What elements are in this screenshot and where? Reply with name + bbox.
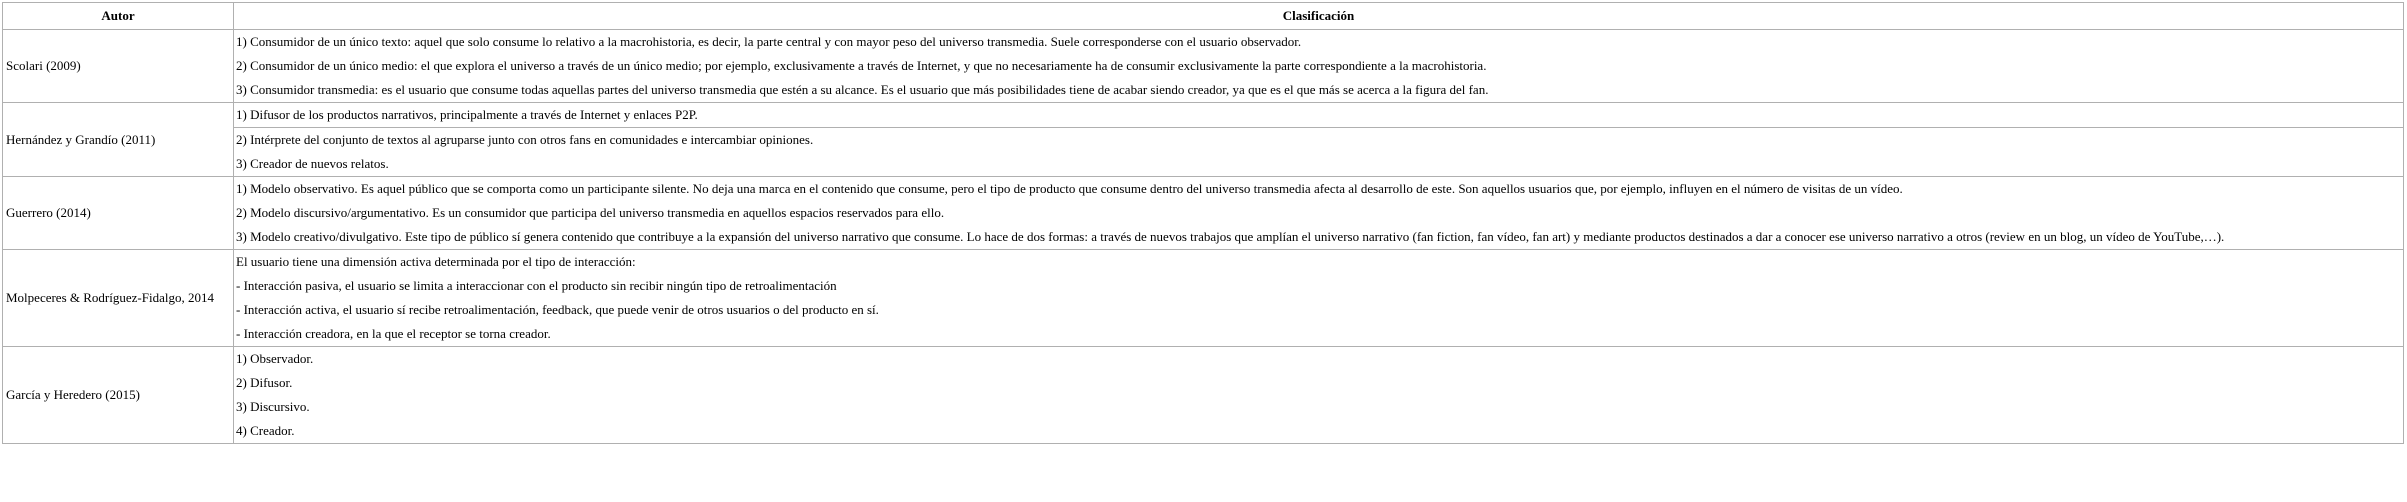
header-clasificacion: Clasificación [234,3,2404,30]
author-cell: Molpeceres & Rodríguez-Fidalgo, 2014 [3,250,234,347]
table-row [3,177,2404,250]
classification-cell [234,177,2404,250]
classification-cell [234,103,2404,128]
author-cell: García y Heredero (2015) [3,347,234,444]
classification-line: 2) Modelo discursivo/argumentativo. Es un consumidor que participa del universo transmedia en aquellos espacios reservados para ello. [236,205,945,220]
classification-line: 2) Difusor. [236,375,293,390]
classification-line: 3) Creador de nuevos relatos. [236,156,389,171]
classification-line: 3) Consumidor transmedia: es el usuario que consume todas aquellas partes del universo transmedia que estén a su alcance. Es el usuario que más posibilidades tiene de acabar siendo creador, ya que es el que más se acerca a la figura del fan. [236,82,1489,97]
classification-table [2,2,2404,444]
classification-line: - Interacción pasiva, el usuario se limita a interaccionar con el producto sin recibir ningún tipo de retroalimentación [236,278,837,293]
classification-line: 2) Intérprete del conjunto de textos al agruparse junto con otros fans en comunidades e intercambiar opiniones. [236,132,814,147]
table-row [3,250,2404,347]
author-cell: Scolari (2009) [3,30,234,103]
classification-cell [234,30,2404,103]
classification-line: 1) Consumidor de un único texto: aquel que solo consume lo relativo a la macrohistoria, es decir, la parte central y con mayor peso del universo transmedia. Suele corresponderse con el usuario observador. [236,34,1302,49]
table-row [3,103,2404,128]
classification-cell [234,250,2404,347]
table-row [3,347,2404,444]
author-cell: Hernández y Grandío (2011) [3,103,234,177]
classification-line: 1) Modelo observativo. Es aquel público que se comporta como un participante silente. No deja una marca en el contenido que consume, pero el tipo de producto que consume dentro del universo transmedia afecta al desarrollo de este. Son aquellos usuarios que, por ejemplo, influyen en el número de visitas de un vídeo. [236,181,1903,196]
classification-line: 3) Discursivo. [236,399,310,414]
table-row [3,30,2404,103]
author-cell: Guerrero (2014) [3,177,234,250]
classification-line: 2) Consumidor de un único medio: el que explora el universo a través de un único medio; por ejemplo, exclusivamente a través de Internet, y que no necesariamente ha de consumir exclusivamente la parte correspondiente a la macrohistoria. [236,58,1487,73]
classification-line: 4) Creador. [236,423,295,438]
classification-line: - Interacción activa, el usuario sí recibe retroalimentación, feedback, que puede venir de otros usuarios o del producto en sí. [236,302,879,317]
classification-line: - Interacción creadora, en la que el receptor se torna creador. [236,326,551,341]
table-row [3,128,2404,177]
classification-line: 1) Difusor de los productos narrativos, principalmente a través de Internet y enlaces P2P. [236,107,698,122]
classification-line: 1) Observador. [236,351,314,366]
classification-line: El usuario tiene una dimensión activa determinada por el tipo de interacción: [236,254,636,269]
table-header-row [3,3,2404,30]
classification-line: 3) Modelo creativo/divulgativo. Este tipo de público sí genera contenido que contribuye a la expansión del universo narrativo que consume. Lo hace de dos formas: a través de nuevos trabajos que amplían el universo narrativo (fan fiction, fan vídeo, fan art) y mediante productos destinados a dar a conocer ese universo narrativo a otros (review en un blog, un vídeo de YouTube,…). [236,229,2225,244]
classification-cell [234,347,2404,444]
header-autor: Autor [3,3,234,30]
classification-cell [234,128,2404,177]
